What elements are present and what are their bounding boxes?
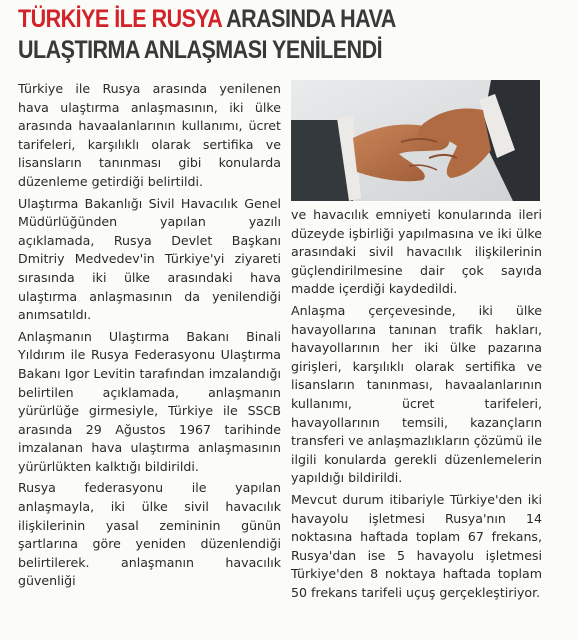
paragraph: Anlaşmanın Ulaştırma Bakanı Binali Yıldırım ile Rusya Federasyonu Ulaştırma Bakanı Igor Levitin tarafından imzalandığı belirtilen açıklamada, anlaşmanın yürürlüğe girmesiyle, Türkiye ile SSCB arasında 29 Ağustos 1967 tarihinde imzalanan hava ulaştırma anlaşmasının yürürlükten kalktığı bildirildi. bbox=[18, 328, 281, 474]
paragraph: Ulaştırma Bakanlığı Sivil Havacılık Genel Müdürlüğünden yapılan yazılı açıklamada, Rusya Devlet Başkanı Dmitriy Medvedev'in Türkiye'yi ziyareti sırasında iki ülke arasındaki hava ulaştırma anlaşmasının da yenilendiği anımsatıldı. bbox=[18, 195, 281, 323]
title-line-1 bbox=[18, 4, 482, 35]
handshake-photo bbox=[291, 80, 540, 201]
article-title bbox=[18, 4, 482, 66]
handshake-image bbox=[291, 80, 540, 201]
paragraph: Rusya federasyonu ile yapılan anlaşmayla, iki ülke sivil havacılık ilişkilerinin yasal zemininin günün şartlarına göre yeniden düzenlendiği belirtilerek. anlaşmanın havacılık güvenliği bbox=[18, 480, 281, 589]
right-column bbox=[291, 206, 542, 605]
title-line-2: ULAŞTIRMA ANLAŞMASI YENİLENDİ bbox=[18, 36, 383, 64]
title-red-part: TÜRKİYE İLE RUSYA bbox=[18, 5, 222, 33]
paragraph: Anlaşma çerçevesinde, iki ülke havayollarına tanınan trafik hakları, havayollarının her iki ülke pazarına girişleri, karşılıklı olarak sertifika ve lisansların tanınması, havaalanlarının kullanımı, ücret tarifeleri, havayollarının temsili, kazançların transferi ve anlaşmazlıkların çözümü ile ilgili konularda gerekli düzenlemelerin yapıldığı bildirildi. bbox=[291, 302, 542, 486]
left-column bbox=[18, 80, 281, 594]
title-dark-part: ARASINDA HAVA bbox=[226, 5, 396, 33]
paragraph: ve havacılık emniyeti konularında ileri düzeyde işbirliği yapılmasına ve iki ülke arasındaki sivil havacılık ilişkilerinin güçlendirilmesine dair çok sayıda madde içerdiği kaydedildi. bbox=[291, 207, 542, 297]
paragraph: Mevcut durum itibariyle Türkiye'den iki havayolu işletmesi Rusya'nın 14 noktasına haftada toplam 67 frekans, Rusya'dan ise 5 havayolu işletmesi Türkiye'den 8 noktaya haftada toplam 50 frekans tarifeli uçuş gerçekleştiriyor. bbox=[291, 491, 542, 600]
paragraph: Türkiye ile Rusya arasında yenilenen hava ulaştırma anlaşmasının, iki ülke arasında havaalanlarının kullanımı, ücret tarifeleri, karşılıklı olarak sertifika ve lisansların tanınması gibi konularda düzenleme getirdiği belirtildi. bbox=[18, 81, 281, 189]
